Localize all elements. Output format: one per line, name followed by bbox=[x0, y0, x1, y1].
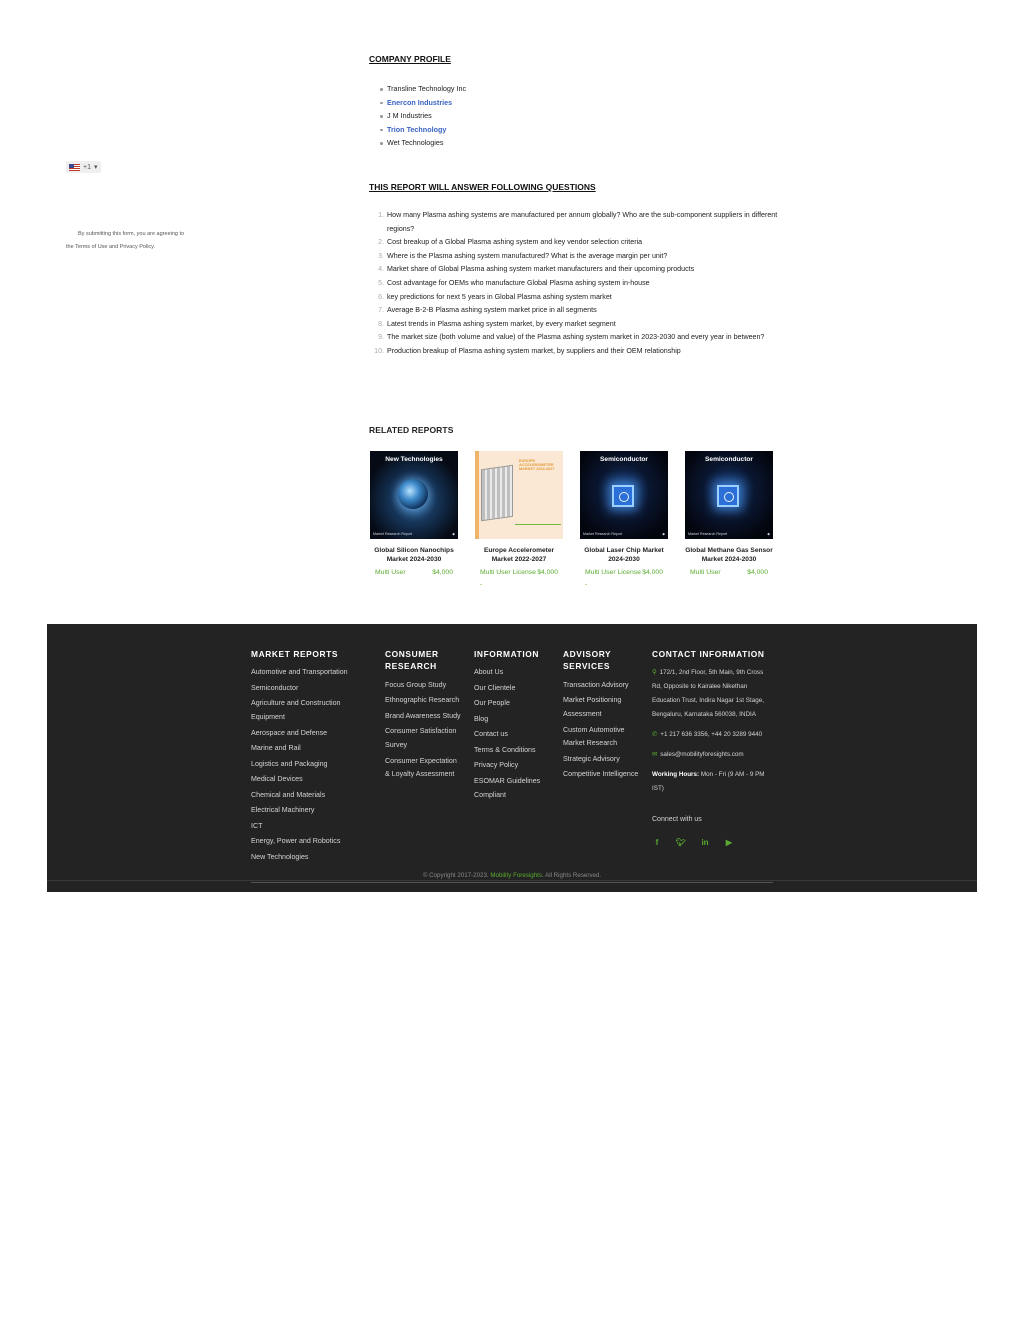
question-item: Production breakup of Plasma ashing system market, by suppliers and their OEM relationship bbox=[387, 346, 681, 355]
footer-link[interactable]: Semiconductor bbox=[251, 683, 299, 692]
footer-link[interactable]: About Us bbox=[474, 668, 504, 677]
consent-line-1: By submitting this form, you are agreeing to bbox=[78, 231, 185, 237]
globe-icon bbox=[398, 479, 428, 509]
copyright-suffix: All Rights Reserved. bbox=[545, 872, 602, 879]
footer-link[interactable]: Agriculture and Construction Equipment bbox=[251, 699, 341, 722]
social-links bbox=[652, 837, 774, 847]
phone-icon: ✆ bbox=[652, 731, 658, 739]
footer-link[interactable]: Our Clientele bbox=[474, 683, 516, 692]
company-link[interactable]: Enercon Industries bbox=[380, 96, 789, 110]
footer-link[interactable]: Consumer Expectation & Loyalty Assessment bbox=[385, 756, 457, 779]
thumbnail-label: Semiconductor bbox=[705, 456, 753, 463]
footer-link[interactable]: Aerospace and Defense bbox=[251, 728, 328, 737]
chip-icon bbox=[717, 485, 739, 507]
copyright bbox=[47, 872, 977, 879]
footer-link[interactable]: Strategic Advisory bbox=[563, 754, 620, 763]
report-card[interactable] bbox=[685, 451, 773, 591]
youtube-icon[interactable]: ▶ bbox=[725, 837, 733, 847]
report-title[interactable]: Global Silicon Nanochips Market 2024-2030 bbox=[374, 547, 454, 563]
footer-link[interactable]: ESOMAR Guidelines Compliant bbox=[474, 776, 541, 799]
footer-link[interactable]: Logistics and Packaging bbox=[251, 759, 328, 768]
consent-line-2: the Terms of Use and Privacy Policy. bbox=[66, 244, 156, 250]
chevron-down-icon: ▾ bbox=[93, 164, 98, 171]
question-item: Cost advantage for OEMs who manufacture Global Plasma ashing system in-house bbox=[387, 278, 650, 287]
report-card[interactable] bbox=[580, 451, 668, 591]
footer-link[interactable]: Contact us bbox=[474, 730, 508, 739]
report-card[interactable] bbox=[475, 451, 563, 591]
footer-link[interactable]: Competitive Intelligence bbox=[563, 770, 639, 779]
report-title[interactable]: Global Methane Gas Sensor Market 2024-2030 bbox=[685, 547, 773, 563]
company-list bbox=[380, 82, 789, 150]
logo-icon: ◆ bbox=[662, 532, 665, 536]
related-reports-title: RELATED REPORTS bbox=[369, 425, 454, 435]
contact-phone[interactable]: +1 217 636 3356, +44 20 3289 9440 bbox=[660, 731, 763, 739]
footer-heading: CONSUMER RESEARCH bbox=[385, 649, 439, 672]
company-item: Transline Technology Inc bbox=[380, 82, 789, 96]
license-type: Multi User bbox=[690, 569, 721, 576]
working-hours: Mon - Fri (9 AM - 9 PM IST) bbox=[652, 771, 765, 793]
footer-heading: ADVISORY SERVICES bbox=[563, 649, 612, 672]
report-details bbox=[369, 54, 789, 359]
footer-heading: MARKET REPORTS bbox=[251, 649, 339, 659]
connect-label: Connect with us bbox=[652, 816, 702, 824]
question-item: Where is the Plasma ashing system manufactured? What is the average margin per unit? bbox=[387, 251, 668, 260]
footer-market-reports bbox=[251, 648, 363, 864]
location-pin-icon: ⚲ bbox=[652, 669, 657, 677]
phone-country-selector[interactable] bbox=[66, 161, 101, 173]
footer-link[interactable]: Blog bbox=[474, 714, 489, 723]
footer-link[interactable]: Automotive and Transportation bbox=[251, 668, 348, 677]
chip-icon bbox=[612, 485, 634, 507]
footer-link[interactable]: Terms & Conditions bbox=[474, 745, 536, 754]
linkedin-icon[interactable]: in bbox=[701, 837, 709, 847]
footer-consumer-research bbox=[385, 648, 461, 782]
report-thumbnail[interactable] bbox=[685, 451, 773, 539]
footer-link[interactable]: Transaction Advisory bbox=[563, 680, 629, 689]
footer-link[interactable]: Electrical Machinery bbox=[251, 806, 315, 815]
contact-email[interactable]: sales@mobilityforesights.com bbox=[660, 751, 744, 759]
question-item: Cost breakup of a Global Plasma ashing system and key vendor selection criteria bbox=[387, 238, 643, 247]
site-footer bbox=[47, 624, 977, 892]
accelerometer-board-icon bbox=[481, 465, 513, 521]
footer-link[interactable]: Focus Group Study bbox=[385, 680, 447, 689]
footer-link[interactable]: Marine and Rail bbox=[251, 744, 301, 753]
report-price: $4,000 bbox=[432, 569, 453, 576]
questions-list bbox=[375, 209, 789, 359]
copyright-prefix: © Copyright 2017-2023. bbox=[422, 872, 489, 879]
footer-contact bbox=[652, 648, 774, 847]
contact-address: 172/1, 2nd Floor, 5th Main, 9th Cross Rd, Opposite to Kairalee Nikethan Education Trust, Indira Nagar 1st Stage, Bengaluru, Karnataka 560038, INDIA bbox=[652, 669, 765, 719]
footer-link[interactable]: Market Positioning Assessment bbox=[563, 696, 622, 719]
footer-link[interactable]: Consumer Satisfaction Survey bbox=[385, 727, 457, 750]
thumbnail-footer: Market Research Report bbox=[583, 532, 623, 536]
footer-divider bbox=[47, 880, 977, 881]
logo-icon: ◆ bbox=[452, 532, 455, 536]
report-title[interactable]: Global Laser Chip Market 2024-2030 bbox=[584, 547, 664, 563]
license-type: Multi User License - bbox=[585, 569, 641, 588]
phone-code: +1 bbox=[83, 163, 91, 171]
question-item: Latest trends in Plasma ashing system market, by every market segment bbox=[387, 319, 616, 328]
footer-advisory bbox=[563, 648, 639, 782]
form-consent-text bbox=[66, 228, 216, 254]
us-flag-icon bbox=[69, 164, 80, 171]
footer-link[interactable]: New Technologies bbox=[251, 852, 309, 861]
question-item: Average B-2-B Plasma ashing system market price in all segments bbox=[387, 306, 597, 315]
facebook-icon[interactable]: f bbox=[655, 837, 659, 847]
footer-heading: INFORMATION bbox=[474, 649, 540, 659]
company-item: J M Industries bbox=[380, 109, 789, 123]
footer-link[interactable]: Privacy Policy bbox=[474, 761, 519, 770]
footer-link[interactable]: Chemical and Materials bbox=[251, 790, 326, 799]
thumbnail-footer: Market Research Report bbox=[688, 532, 728, 536]
report-price: $4,000 bbox=[747, 569, 768, 576]
footer-link[interactable]: Our People bbox=[474, 699, 510, 708]
report-card[interactable] bbox=[370, 451, 458, 591]
related-reports bbox=[370, 451, 773, 591]
question-item: The market size (both volume and value) of the Plasma ashing system market in 2023-2030 and every year in between? bbox=[387, 333, 765, 342]
footer-link[interactable]: Energy, Power and Robotics bbox=[251, 837, 341, 846]
question-item: How many Plasma ashing systems are manufactured per annum globally? Who are the sub-component suppliers in different regions? bbox=[387, 210, 778, 233]
report-price: $4,000 bbox=[642, 569, 663, 576]
hours-label: Working Hours: bbox=[652, 771, 700, 779]
footer-link[interactable]: Brand Awareness Study bbox=[385, 711, 461, 720]
email-icon: ✉ bbox=[652, 751, 658, 759]
license-type: Multi User bbox=[375, 569, 406, 576]
report-thumbnail[interactable] bbox=[580, 451, 668, 539]
footer-information bbox=[474, 648, 550, 802]
question-item: key predictions for next 5 years in Global Plasma ashing system market bbox=[387, 292, 612, 301]
footer-divider bbox=[251, 882, 773, 883]
license-type: Multi User License - bbox=[480, 569, 536, 588]
footer-link[interactable]: Custom Automotive Market Research bbox=[563, 725, 625, 748]
company-profile-title: COMPANY PROFILE bbox=[369, 54, 451, 64]
company-link[interactable]: Trion Technology bbox=[380, 123, 789, 137]
question-item: Market share of Global Plasma ashing system market manufacturers and their upcoming products bbox=[387, 265, 695, 274]
report-price: $4,000 bbox=[537, 569, 558, 576]
report-thumbnail[interactable] bbox=[475, 451, 563, 539]
questions-title: THIS REPORT WILL ANSWER FOLLOWING QUESTIONS bbox=[369, 181, 596, 192]
report-title[interactable]: Europe Accelerometer Market 2022-2027 bbox=[483, 547, 555, 563]
twitter-icon[interactable]: 🐦︎ bbox=[675, 837, 687, 847]
logo-icon: ◆ bbox=[767, 532, 770, 536]
thumbnail-footer: Market Research Report bbox=[373, 532, 413, 536]
report-thumbnail[interactable] bbox=[370, 451, 458, 539]
footer-heading: CONTACT INFORMATION bbox=[652, 649, 765, 659]
company-item: Wet Technologies bbox=[380, 136, 789, 150]
thumbnail-label: EUROPE ACCELEROMETER MARKET 2022-2027 bbox=[519, 459, 555, 472]
footer-link[interactable]: Ethnographic Research bbox=[385, 696, 460, 705]
footer-link[interactable]: ICT bbox=[251, 821, 263, 830]
thumbnail-label: New Technologies bbox=[385, 456, 443, 463]
thumbnail-label: Semiconductor bbox=[600, 456, 648, 463]
brand-link[interactable]: Mobility Foresights. bbox=[490, 872, 544, 879]
footer-link[interactable]: Medical Devices bbox=[251, 775, 303, 784]
